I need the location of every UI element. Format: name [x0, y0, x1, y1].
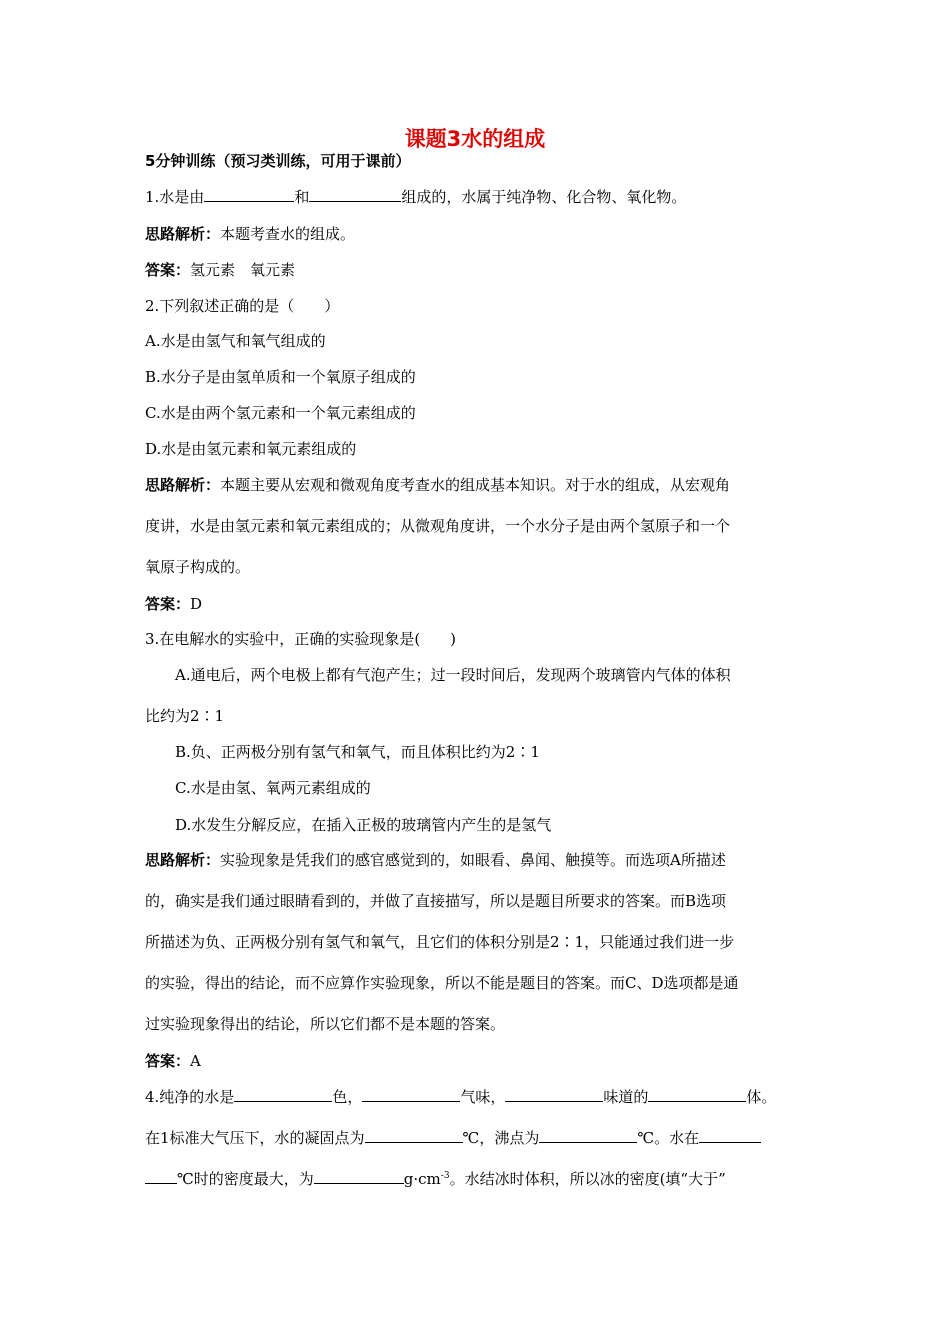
q2-option-a: A.水是由氢气和氧气组成的 [145, 332, 326, 350]
q1-text-c: 组成的，水属于纯净物、化合物、氧化物。 [401, 188, 687, 206]
analysis-label: 思路解析： [145, 225, 221, 243]
page-title: 课题3水的组成 [404, 127, 546, 151]
q2-analysis [145, 475, 730, 495]
question-3: 3.在电解水的实验中，正确的实验现象是( ) [145, 630, 457, 648]
q4-text: ℃，沸点为 [462, 1129, 540, 1147]
answer-label: 答案： [145, 261, 191, 279]
answer-blank [145, 1169, 177, 1184]
q2-option-b: B.水分子是由氢单质和一个氧原子组成的 [145, 368, 416, 386]
q2-answer [145, 594, 202, 614]
answer-label: 答案： [145, 595, 191, 613]
q1-text-b: 和 [294, 188, 310, 206]
q3-option-c: C.水是由氢、氧两元素组成的 [175, 779, 371, 797]
q3-option-d: D.水发生分解反应，在插入正极的玻璃管内产生的是氢气 [175, 816, 552, 834]
q4-unit: g·cm [403, 1170, 441, 1188]
q3-option-a-cont: 比约为2∶1 [145, 707, 225, 725]
q4-unit-exponent: -3 [440, 1171, 450, 1181]
q2-analysis-line-3: 氧原子构成的。 [145, 558, 251, 576]
section-heading: 5分钟训练（预习类训练，可用于课前） [145, 152, 411, 170]
answer-blank [314, 1169, 404, 1184]
q4-text: ℃时的密度最大，为 [177, 1170, 314, 1188]
q4-line-3 [145, 1169, 726, 1189]
answer-blank [699, 1128, 761, 1143]
answer-blank [309, 187, 401, 202]
q3-option-a: A.通电后，两个电极上都有气泡产生；过一段时间后，发现两个玻璃管内气体的体积 [175, 666, 731, 684]
answer-label: 答案： [145, 1052, 191, 1070]
question-1 [145, 187, 686, 207]
q1-analysis [145, 224, 355, 244]
q4-text: 。水结冰时体积，所以冰的密度(填“大于” [449, 1170, 726, 1188]
q4-text: ℃。水在 [637, 1129, 700, 1147]
answer-text: 氢元素 氧元素 [190, 261, 296, 279]
q2-analysis-line-2: 度讲，水是由氢元素和氧元素组成的；从微观角度讲，一个水分子是由两个氢原子和一个 [145, 517, 731, 535]
question-4 [145, 1087, 776, 1107]
analysis-text: 本题考查水的组成。 [220, 225, 356, 243]
q2-option-d: D.水是由氢元素和氧元素组成的 [145, 440, 357, 458]
answer-blank [204, 187, 294, 202]
question-2: 2.下列叙述正确的是（ ） [145, 297, 340, 315]
q4-text: 在1标准大气压下，水的凝固点为 [145, 1129, 365, 1147]
q1-text-a: 1.水是由 [145, 188, 205, 206]
q1-answer [145, 260, 295, 280]
answer-blank [234, 1087, 332, 1102]
q4-text: 味道的 [603, 1088, 649, 1106]
q3-analysis-line-5: 过实验现象得出的结论，所以它们都不是本题的答案。 [145, 1015, 506, 1033]
answer-text: D [190, 595, 203, 613]
answer-blank [648, 1087, 746, 1102]
q3-analysis [145, 850, 726, 870]
analysis-text: 本题主要从宏观和微观角度考查水的组成基本知识。对于水的组成，从宏观角 [220, 476, 731, 494]
answer-blank [505, 1087, 603, 1102]
q4-text: 色， [332, 1088, 363, 1106]
q3-option-b: B.负、正两极分别有氢气和氧气，而且体积比约为2∶1 [175, 743, 540, 761]
q4-text: 体。 [746, 1088, 777, 1106]
q3-answer [145, 1051, 201, 1071]
answer-blank [365, 1128, 463, 1143]
q4-text: 气味， [460, 1088, 506, 1106]
q4-text: 4.纯净的水是 [145, 1088, 235, 1106]
q3-analysis-line-4: 的实验，得出的结论，而不应算作实验现象，所以不能是题目的答案。而C、D选项都是通 [145, 974, 739, 992]
analysis-text: 实验现象是凭我们的感官感觉到的，如眼看、鼻闻、触摸等。而选项A所描述 [220, 851, 726, 869]
answer-blank [362, 1087, 460, 1102]
analysis-label: 思路解析： [145, 476, 221, 494]
q2-option-c: C.水是由两个氢元素和一个氧元素组成的 [145, 404, 416, 422]
analysis-label: 思路解析： [145, 851, 221, 869]
q3-analysis-line-2: 的，确实是我们通过眼睛看到的，并做了直接描写，所以是题目所要求的答案。而B选项 [145, 892, 727, 910]
q3-analysis-line-3: 所描述为负、正两极分别有氢气和氧气，且它们的体积分别是2∶1，只能通过我们进一步 [145, 933, 735, 951]
q4-line-2 [145, 1128, 761, 1148]
answer-blank [539, 1128, 637, 1143]
answer-text: A [190, 1052, 201, 1070]
